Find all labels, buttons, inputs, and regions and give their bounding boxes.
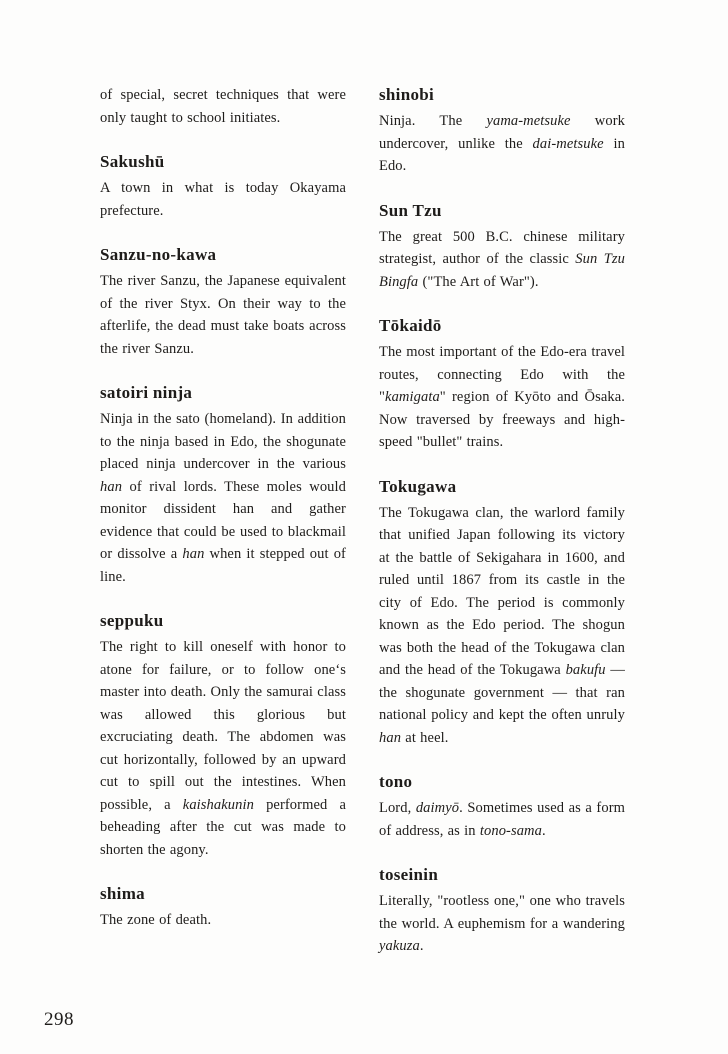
glossary-term: toseinin	[379, 865, 439, 884]
glossary-term: shinobi	[379, 85, 435, 104]
glossary-definition: Ninja in the sato (homeland). In addition to the ninja based in Edo, the shogunate placed ninja undercover in the various han of rival lords. These moles would monitor dissident han and gather evidence that could be used to blackmail or dissolve a han when it stepped out of line.	[100, 411, 346, 585]
definition-italic: kaishakunin	[182, 796, 254, 813]
definition-italic: bakufu	[565, 662, 606, 678]
definition-italic: yakuza	[379, 938, 420, 954]
glossary-term: shima	[100, 884, 145, 903]
glossary-term: seppuku	[100, 611, 164, 630]
glossary-column-left	[100, 84, 346, 958]
glossary-definition: The zone of death.	[100, 912, 212, 928]
definition-italic: daimyō	[415, 800, 460, 816]
page-number: 298	[44, 1009, 74, 1030]
glossary-definition: The most important of the Edo-era travel routes, connecting Edo with the "kamigata" region of Kyōto and Ōsaka. Now traversed by freeways and high-speed "bullet" trains.	[379, 344, 625, 450]
glossary-definition: of special, secret techniques that were only taught to school initiates.	[100, 87, 346, 126]
glossary-column-right	[379, 84, 625, 958]
definition-italic: han	[182, 546, 205, 562]
glossary-term: Tokugawa	[379, 476, 457, 496]
glossary-term: Sun Tzu	[379, 200, 442, 220]
definition-italic: han	[100, 478, 123, 495]
glossary-definition: The great 500 B.C. chinese military strategist, author of the classic Sun Tzu Bingfa ("The Art of War").	[379, 228, 625, 290]
glossary-entry	[100, 84, 346, 129]
glossary-entry	[379, 84, 625, 178]
definition-italic: kamigata	[385, 389, 440, 405]
glossary-entry	[100, 382, 346, 588]
glossary-entry	[379, 771, 625, 842]
glossary-entry	[379, 864, 625, 958]
glossary-entry	[379, 315, 625, 454]
glossary-term: satoiri ninja	[100, 383, 193, 402]
glossary-term: Tōkaidō	[379, 316, 442, 335]
glossary-term: Sakushū	[100, 152, 165, 171]
glossary-definition: Lord, daimyō. Sometimes used as a form of address, as in tono-sama.	[379, 800, 625, 839]
glossary-definition: Ninja. The yama-metsuke work undercover, unlike the dai-metsuke in Edo.	[379, 113, 625, 174]
glossary-entry	[100, 244, 346, 360]
definition-italic: han	[379, 729, 402, 746]
glossary-entry	[100, 151, 346, 222]
glossary-definition: The Tokugawa clan, the warlord family that unified Japan following its victory at the battle of Sekigahara in 1600, and ruled until 1867 from its castle in the city of Edo. The period is commonly known as the Edo period. The shogun was both the head of the Tokugawa clan and the head of the Tokugawa bakufu — the shogunate government — that ran national policy and kept the often unruly han at heel.	[379, 504, 626, 746]
glossary-entry	[100, 610, 346, 861]
glossary-definition: The river Sanzu, the Japanese equivalent of the river Styx. On their way to the afterlife, the dead must take boats across the river Sanzu.	[100, 273, 346, 357]
definition-italic: yama-metsuke	[486, 113, 571, 129]
glossary-columns	[100, 84, 625, 958]
definition-italic: tono-sama	[479, 822, 542, 839]
glossary-definition: Literally, "rootless one," one who travels the world. A euphemism for a wandering yakuza.	[379, 893, 625, 954]
glossary-definition: A town in what is today Okayama prefecture.	[100, 180, 346, 219]
glossary-term: Sanzu-no-kawa	[100, 245, 217, 264]
definition-italic: dai-metsuke	[532, 135, 604, 152]
definition-italic: Sun Tzu Bingfa	[379, 251, 625, 290]
glossary-term: tono	[379, 772, 413, 791]
glossary-entry	[379, 200, 625, 294]
glossary-entry	[379, 476, 625, 750]
glossary-entry	[100, 883, 346, 932]
glossary-definition: The right to kill oneself with honor to atone for failure, or to follow one‘s master into death. Only the samurai class was allowed this glorious but excruciating death. The abdomen was cut horizontally, followed by an upward cut to spill out the intestines. When possible, a kaishakunin performed a beheading after the cut was made to shorten the agony.	[100, 639, 346, 858]
